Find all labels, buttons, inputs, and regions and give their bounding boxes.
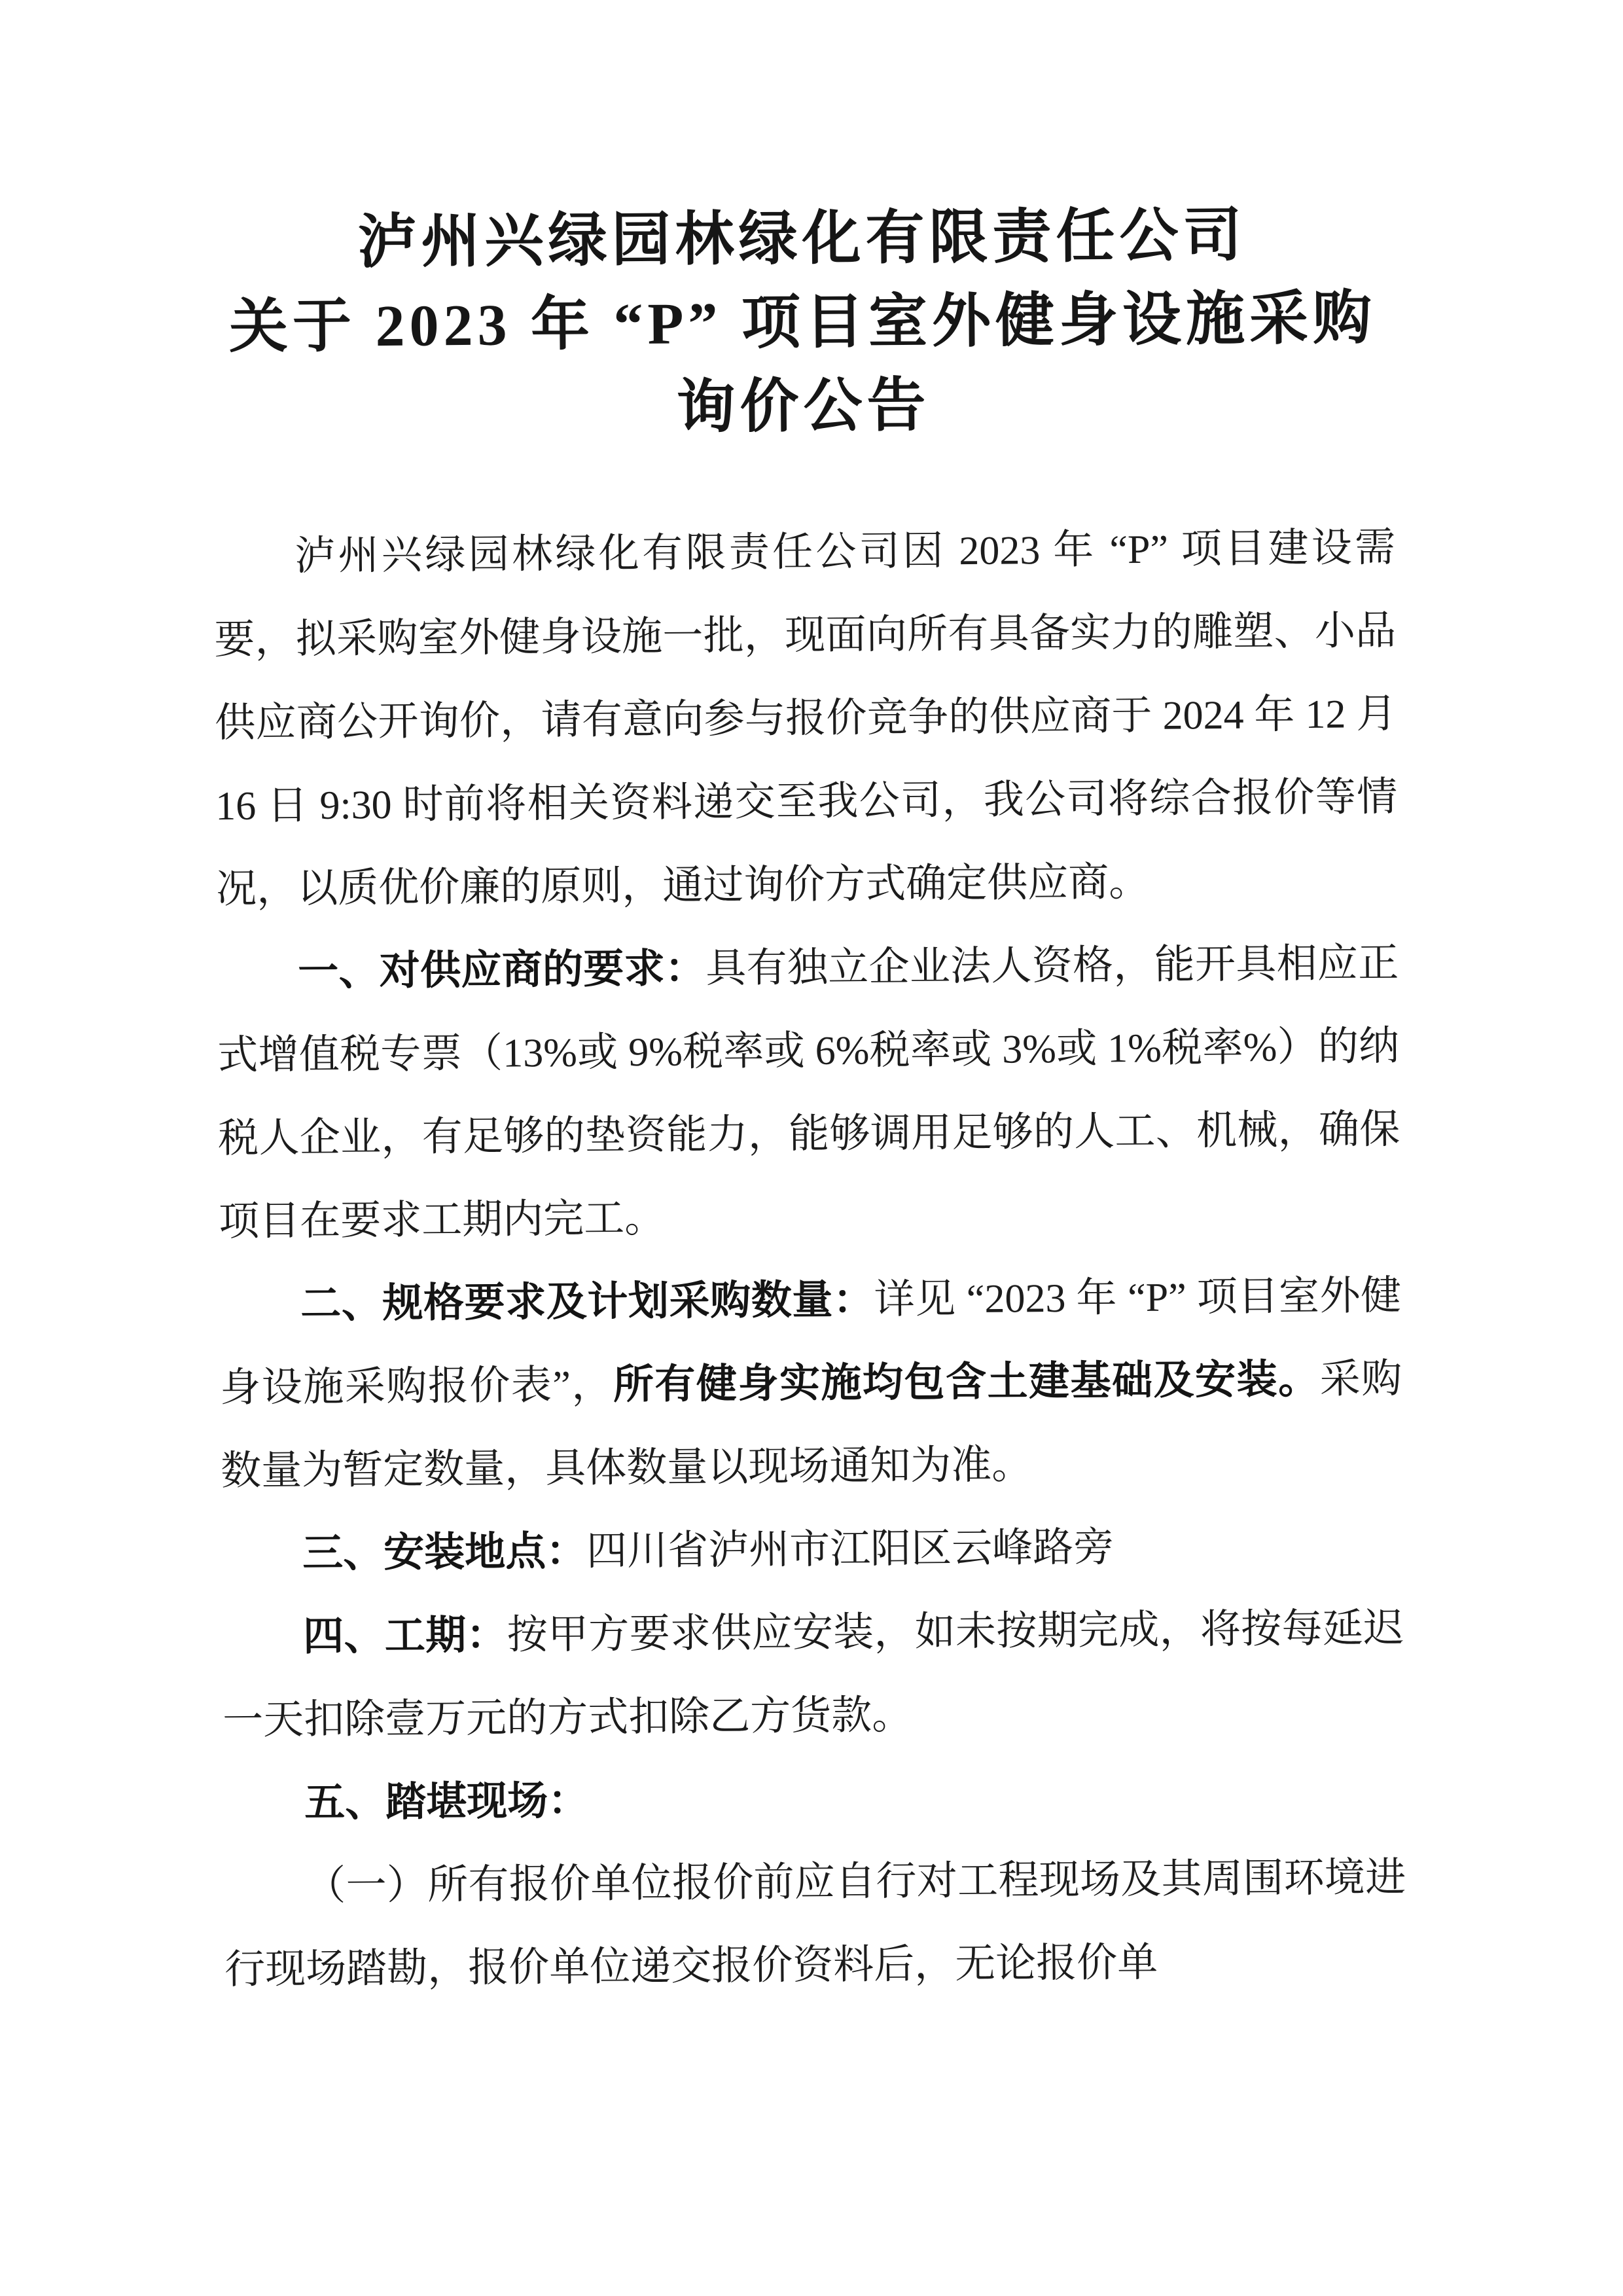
section-4-text: 按甲方要求供应安装，如未按期完成，将按每延迟一天扣除壹万元的方式扣除乙方货款。: [222, 1606, 1404, 1744]
site-survey-item-1: [224, 1837, 1407, 2012]
section-2-bold-clause: 所有健身实施均包含土建基础及安装。: [613, 1357, 1320, 1408]
section-site-survey: [223, 1753, 1406, 1846]
section-2-heading: 二、规格要求及计划采购数量：: [300, 1278, 874, 1327]
intro-paragraph: 泸州兴绿园林绿化有限责任公司因 2023 年 “P” 项目建设需要，拟采购室外健身设施一批，现面向所有具备实力的雕塑、小品供应商公开询价，请有意向参与报价竞争的供应商于 2024 年 12 月 16 日 9:30 时前将相关资料递交至我公司，我公司将综合报价等情况，以质优价廉的原则，通过询价方式确定供应商。: [214, 526, 1398, 912]
item-1-text: 所有报价单位报价前应自行对工程现场及其周围环境进行现场踏勘，报价单位递交报价资料后，无论报价单: [224, 1856, 1406, 1993]
section-3-heading: 三、安装地点：: [302, 1530, 587, 1577]
section-4-heading: 四、工期：: [302, 1613, 508, 1660]
document-content: [211, 193, 1407, 2012]
section-install-location: [221, 1504, 1404, 1596]
section-1-heading: 一、对供应商的要求：: [298, 946, 706, 995]
section-5-heading: 五、踏堪现场：: [304, 1779, 589, 1826]
section-specs-and-quantity: [219, 1255, 1403, 1513]
title-line-notice-type: 询价公告: [676, 373, 931, 440]
section-2-text: 详见 “2023 年 “P” 项目室外健身设施采购报价表”，: [219, 1274, 1402, 1411]
section-supplier-requirements: [217, 922, 1401, 1264]
title-line-subject: 关于 2023 年 “P” 项目室外健身设施采购: [228, 285, 1377, 360]
title-line-company: 泸州兴绿园林绿化有限责任公司: [357, 203, 1247, 276]
section-2-text-after: 采购数量为暂定数量，具体数量以现场通知为准。: [220, 1357, 1402, 1494]
item-1-prefix: （一）: [304, 1863, 428, 1909]
document-title: [211, 193, 1395, 454]
section-3-text: 四川省泸州市江阳区云峰路旁: [586, 1525, 1115, 1575]
section-1-text: 具有独立企业法人资格，能开具相应正式增值税专票（13%或 9%税率或 6%税率或 3%或 1%税率%）的纳税人企业，有足够的垫资能力，能够调用足够的人工、机械，确保项目在要求工期内完工。: [217, 941, 1400, 1245]
section-construction-period: [222, 1587, 1405, 1763]
